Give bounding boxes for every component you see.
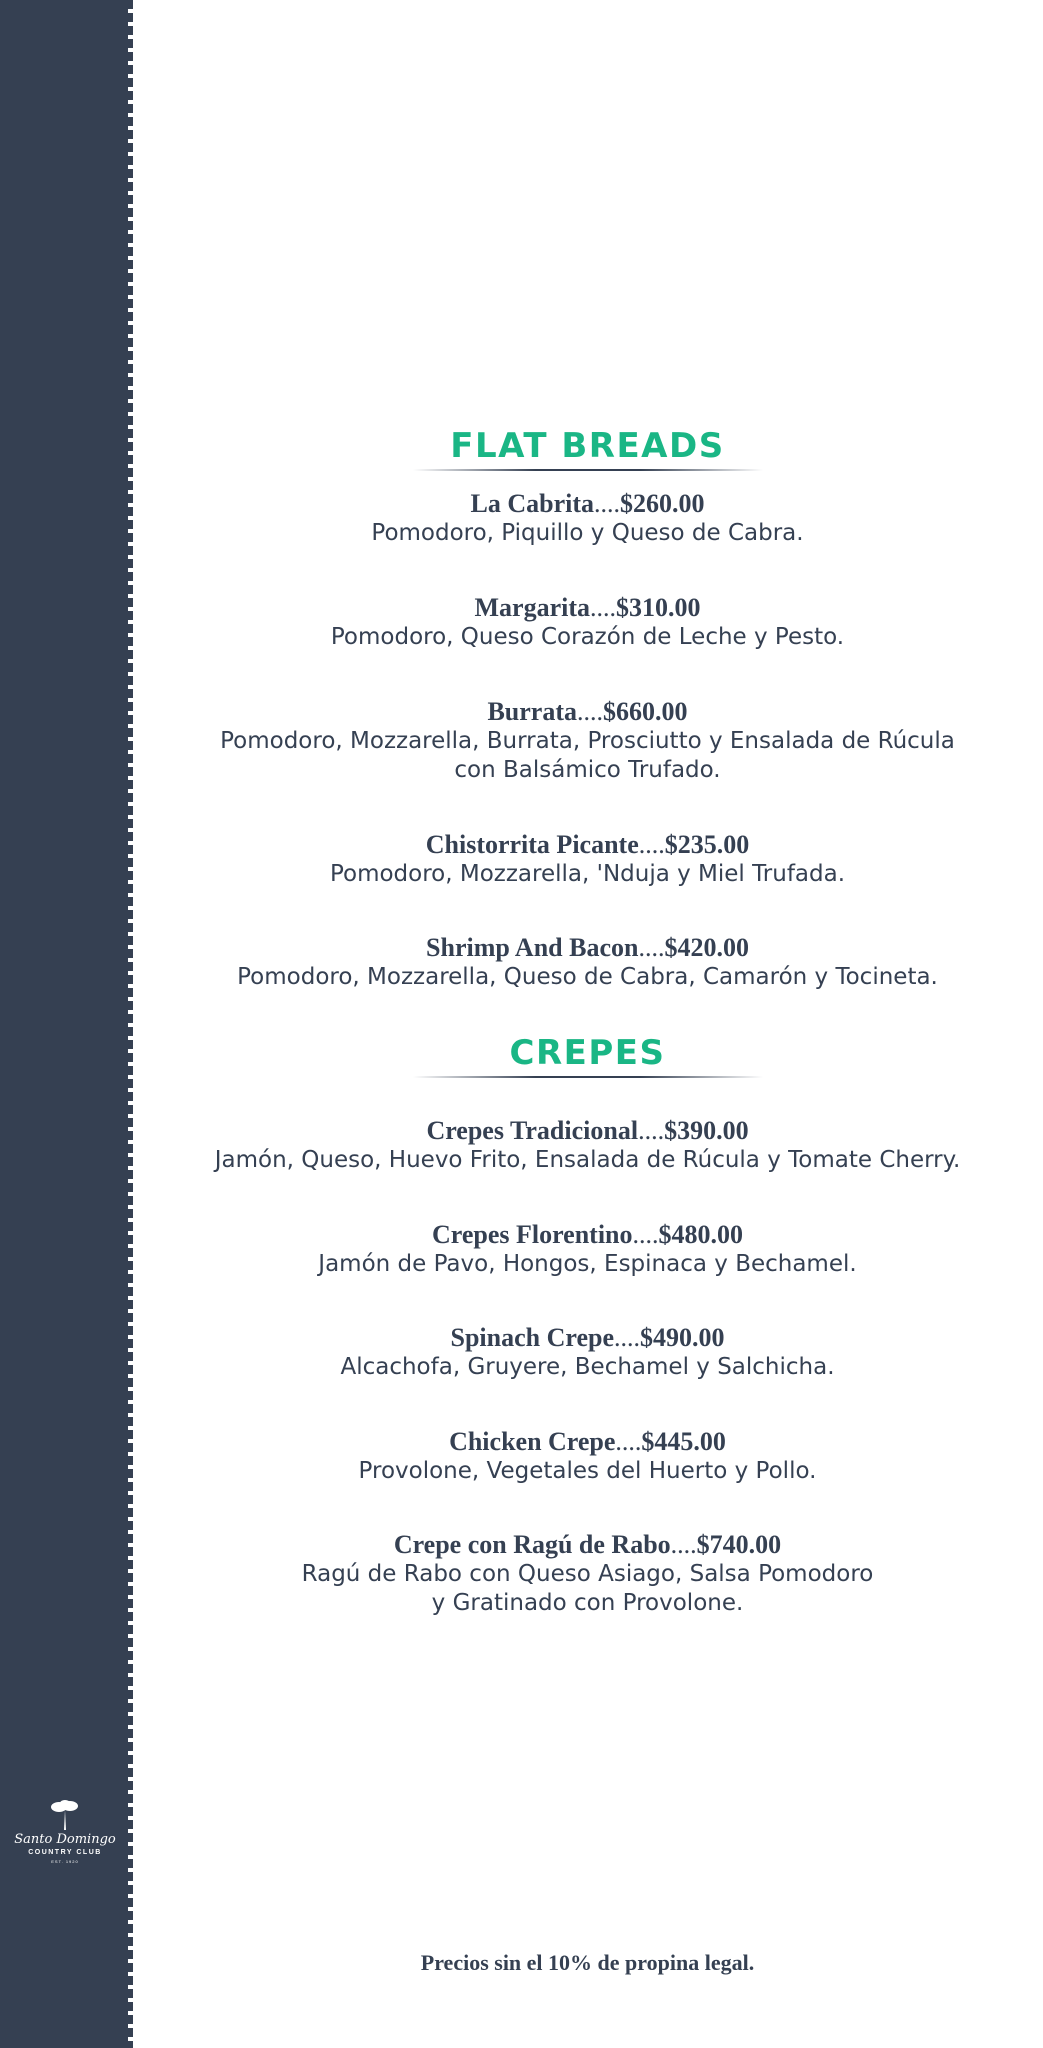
section-divider	[413, 1076, 763, 1078]
menu-item	[200, 1116, 975, 1175]
item-price: $310.00	[616, 593, 701, 622]
item-separator: ....	[590, 593, 616, 622]
item-name: La Cabrita	[470, 489, 594, 518]
item-separator: ....	[615, 1427, 642, 1456]
item-separator: ....	[638, 933, 665, 962]
item-description: Ragú de Rabo con Queso Asiago, Salsa Pomodoro	[301, 1561, 874, 1587]
section-crepes	[200, 1034, 975, 1078]
item-price: $390.00	[664, 1116, 749, 1145]
item-price: $660.00	[603, 697, 688, 726]
section-title: CREPES	[509, 1033, 666, 1073]
item-separator: ....	[614, 1323, 640, 1352]
section-flat-breads	[200, 427, 975, 471]
menu-item	[200, 1220, 975, 1279]
item-price: $445.00	[641, 1427, 726, 1456]
logo-script-text: Santo Domingo	[14, 1832, 116, 1847]
menu-item	[200, 489, 975, 548]
item-name: Burrata	[487, 697, 578, 726]
item-name: Crepes Tradicional	[426, 1116, 639, 1145]
item-description: Jamón, Queso, Huevo Frito, Ensalada de Rúcula y Tomate Cherry.	[214, 1147, 961, 1173]
item-separator: ....	[638, 830, 665, 859]
sidebar-panel	[0, 0, 128, 2048]
item-description: Pomodoro, Queso Corazón de Leche y Pesto.	[330, 624, 845, 650]
item-name: Crepe con Ragú de Rabo	[393, 1530, 671, 1559]
item-description: Pomodoro, Mozzarella, 'Nduja y Miel Trufada.	[329, 861, 846, 887]
menu-item	[200, 933, 975, 992]
item-name: Crepes Florentino	[431, 1220, 633, 1249]
menu-item	[200, 1427, 975, 1486]
item-description: Jamón de Pavo, Hongos, Espinaca y Bechamel.	[318, 1251, 857, 1277]
item-price: $480.00	[658, 1220, 744, 1249]
item-description: con Balsámico Trufado.	[454, 757, 721, 783]
section-divider	[413, 469, 763, 471]
item-price: $420.00	[664, 933, 749, 962]
item-price: $740.00	[696, 1530, 782, 1559]
menu-item	[200, 593, 975, 652]
item-separator: ....	[670, 1530, 697, 1559]
item-description: Alcachofa, Gruyere, Bechamel y Salchicha.	[340, 1354, 835, 1380]
item-name: Shrimp And Bacon	[426, 933, 639, 962]
menu-item	[200, 697, 975, 785]
footer-note: Precios sin el 10% de propina legal.	[420, 1950, 755, 1975]
item-separator: ....	[594, 489, 620, 518]
menu-item	[200, 1530, 975, 1618]
item-name: Chicken Crepe	[449, 1427, 616, 1456]
item-description: Pomodoro, Piquillo y Queso de Cabra.	[371, 520, 804, 546]
section-title: FLAT BREADS	[450, 426, 725, 466]
item-price: $260.00	[620, 489, 705, 518]
item-name: Chistorrita Picante	[425, 830, 639, 859]
menu-item	[200, 1323, 975, 1382]
logo-club-text: COUNTRY CLUB	[28, 1849, 102, 1856]
item-name: Spinach Crepe	[450, 1323, 614, 1352]
item-separator: ....	[577, 697, 604, 726]
item-price: $235.00	[664, 830, 750, 859]
item-price: $490.00	[640, 1323, 725, 1352]
logo-est-text: EST. 1920	[51, 1859, 79, 1864]
menu-item	[200, 830, 975, 889]
club-logo	[10, 1800, 120, 1864]
palm-tree-icon	[48, 1800, 82, 1830]
item-separator: ....	[638, 1116, 665, 1145]
sidebar-stitched-edge	[128, 0, 133, 2048]
item-separator: ....	[632, 1220, 659, 1249]
item-description: Provolone, Vegetales del Huerto y Pollo.	[358, 1458, 817, 1484]
item-description: Pomodoro, Mozzarella, Queso de Cabra, Camarón y Tocineta.	[237, 964, 938, 990]
item-description: y Gratinado con Provolone.	[431, 1590, 744, 1616]
item-description: Pomodoro, Mozzarella, Burrata, Prosciutto y Ensalada de Rúcula	[220, 728, 955, 754]
item-name: Margarita	[474, 593, 590, 622]
